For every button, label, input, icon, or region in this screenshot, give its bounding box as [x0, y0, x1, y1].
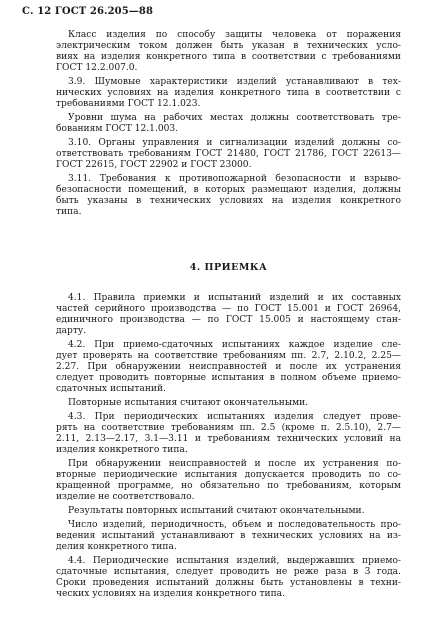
text-line: быть указаны в технических условиях на изделия конкретного: [56, 196, 401, 206]
text-line: 2.27. При обнаружении неисправностей и после их устранения: [56, 362, 401, 372]
text-line: дарту.: [56, 326, 87, 336]
text-line: частей серийного производства — по ГОСТ 15.001 и ГОСТ 26964,: [56, 304, 401, 314]
text-line: Число изделий, периодичность, объем и последовательность про-: [68, 520, 401, 530]
text-line: 2.11, 2.13—2.17, 3.1—3.11 и требованиям технических условий на: [56, 434, 401, 444]
text-line: бованиям ГОСТ 12.1.003.: [56, 124, 179, 134]
text-line: ГОСТ 12.2.007.0.: [56, 63, 138, 73]
text-line: 3.10. Органы управления и сигнализации изделий должны со-: [68, 138, 401, 148]
text-line: 4.2. При приемо-сдаточных испытаниях каждое изделие сле-: [68, 340, 401, 350]
text-line: изделия конкретного типа.: [56, 445, 188, 455]
text-line: 3.11. Требования к противопожарной безопасности и взрыво-: [68, 174, 401, 184]
text-line: безопасности помещений, в которых размещают изделия, должны: [56, 185, 401, 195]
text-line: 4.1. Правила приемки и испытаний изделий и их составных: [68, 293, 401, 303]
text-line: дует проверять на соответствие требованиям пп. 2.7, 2.10.2, 2.25—: [56, 351, 401, 361]
page-header: С. 12 ГОСТ 26.205—88: [22, 6, 154, 17]
text-line: электрическим током должен быть указан в технических усло-: [56, 41, 401, 51]
section-heading: 4. ПРИЕМКА: [189, 262, 268, 273]
text-line: 4.4. Периодические испытания изделий, выдержавших приемо-: [68, 556, 401, 566]
text-line: сдаточные испытания, следует проводить не реже раза в 3 года.: [56, 567, 401, 577]
text-line: кращенной программе, но обязательно по требованиям, которым: [56, 481, 401, 491]
text-line: Результаты повторных испытаний считают окончательными.: [68, 506, 365, 516]
text-line: ведения испытаний устанавливают в технических условиях на из-: [56, 531, 401, 541]
text-line: требованиями ГОСТ 12.1.023.: [56, 99, 201, 109]
text-line: 4.3. При периодических испытаниях изделия следует прове-: [68, 412, 401, 422]
text-line: 3.9. Шумовые характеристики изделий устанавливают в тех-: [68, 77, 401, 87]
text-line: ответствовать требованиям ГОСТ 21480, ГОСТ 21786, ГОСТ 22613—: [56, 149, 401, 159]
text-line: ГОСТ 22615, ГОСТ 22902 и ГОСТ 23000.: [56, 160, 252, 170]
text-line: рять на соответствие требованиям пп. 2.5 (кроме п. 2.5.10), 2.7—: [56, 423, 401, 433]
text-line: изделие не соответствовало.: [56, 492, 195, 502]
text-line: Класс изделия по способу защиты человека от поражения: [68, 30, 401, 40]
text-line: делия конкретного типа.: [56, 542, 177, 552]
text-line: типа.: [56, 207, 82, 217]
text-line: Уровни шума на рабочих местах должны соответствовать тре-: [68, 113, 401, 123]
text-line: единичного производства — по ГОСТ 15.005 и настоящему стан-: [56, 315, 401, 325]
text-line: ческих условиях на изделия конкретного типа.: [56, 589, 285, 599]
text-line: Сроки проведения испытаний должны быть установлены в техни-: [56, 578, 401, 588]
text-line: При обнаружении неисправностей и после их устранения по-: [68, 459, 401, 469]
text-line: следует проводить повторные испытания в полном объеме приемо-: [56, 373, 401, 383]
text-line: вторные периодические испытания допускается проводить по со-: [56, 470, 401, 480]
text-line: сдаточных испытаний.: [56, 384, 166, 394]
text-line: виях на изделия конкретного типа в соответствии с требованиями: [56, 52, 401, 62]
text-line: Повторные испытания считают окончательными.: [68, 398, 309, 408]
text-line: нических условиях на изделия конкретного типа в соответствии с: [56, 88, 401, 98]
